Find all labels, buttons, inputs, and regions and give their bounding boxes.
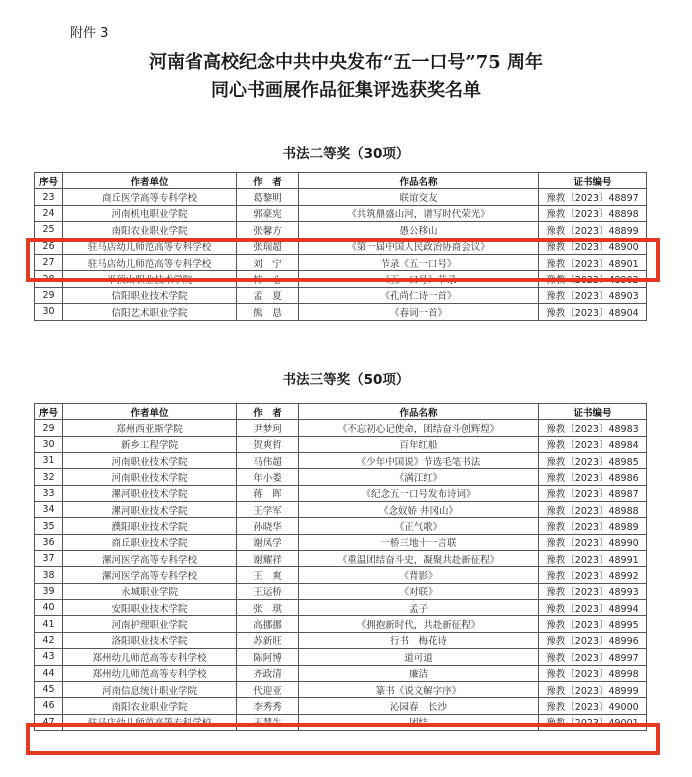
highlight-box-rows-26-27 xyxy=(26,238,660,282)
cell-work: 节录《五一口号》 xyxy=(299,254,539,270)
cell-work: 《共筑鼎盛山河，谱写时代荣光》 xyxy=(299,205,539,221)
cell-no: 28 xyxy=(35,271,63,287)
cell-author: 蒋 晖 xyxy=(237,485,299,501)
cell-no: 34 xyxy=(35,502,63,518)
cell-no: 47 xyxy=(35,714,63,730)
header-work: 作品名称 xyxy=(299,173,539,189)
cell-cert: 豫教〔2023〕48898 xyxy=(539,205,647,221)
cell-work: 《重温团结奋斗史，凝聚共赴新征程》 xyxy=(299,551,539,567)
section-title-third-prize: 书法三等奖（50项） xyxy=(282,372,410,388)
cell-author: 年小娄 xyxy=(237,469,299,485)
cell-cert: 豫教〔2023〕48996 xyxy=(539,632,647,648)
cell-author: 高挪挪 xyxy=(237,616,299,632)
cell-work: 《少年中国说》节选毛笔书法 xyxy=(299,453,539,469)
cell-no: 30 xyxy=(35,304,63,320)
cell-author: 谢耀祥 xyxy=(237,551,299,567)
cell-cert: 豫教〔2023〕48903 xyxy=(539,287,647,303)
section-title-second-prize: 书法二等奖（30项） xyxy=(282,146,410,162)
cell-no: 33 xyxy=(35,485,63,501)
cell-unit: 信阳职业技术学院 xyxy=(63,287,237,303)
header-author: 作 者 xyxy=(237,173,299,189)
cell-unit: 郑州幼儿师范高等专科学校 xyxy=(63,649,237,665)
table-row xyxy=(35,632,647,648)
table-row xyxy=(35,189,647,205)
cell-author: 王运桥 xyxy=(237,583,299,599)
table-row xyxy=(35,649,647,665)
table-row xyxy=(35,518,647,534)
cell-work: 篆书《说文解字序》 xyxy=(299,681,539,697)
table-row xyxy=(35,420,647,436)
cell-work: 《念奴娇 井冈山》 xyxy=(299,502,539,518)
table-row xyxy=(35,222,647,238)
cell-unit: 河南机电职业学院 xyxy=(63,205,237,221)
cell-work: 《正气歌》 xyxy=(299,518,539,534)
cell-unit: 安阳职业技术学院 xyxy=(63,600,237,616)
cell-cert: 豫教〔2023〕48989 xyxy=(539,518,647,534)
cell-work: 《春词一首》 xyxy=(299,304,539,320)
cell-work: 道可道 xyxy=(299,649,539,665)
cell-cert: 豫教〔2023〕49000 xyxy=(539,698,647,714)
cell-work: 《不忘初心记使命，团结奋斗创辉煌》 xyxy=(299,420,539,436)
cell-unit: 郑州西亚斯学院 xyxy=(63,420,237,436)
cell-no: 27 xyxy=(35,254,63,270)
table-row xyxy=(35,665,647,681)
cell-work: 行书 梅花诗 xyxy=(299,632,539,648)
table-row xyxy=(35,600,647,616)
cell-cert: 豫教〔2023〕48986 xyxy=(539,469,647,485)
cell-no: 46 xyxy=(35,698,63,714)
header-no: 序号 xyxy=(35,404,63,420)
cell-cert: 豫教〔2023〕48901 xyxy=(539,254,647,270)
highlight-box-row-47 xyxy=(26,723,660,755)
cell-work: 《满江红》 xyxy=(299,469,539,485)
cell-unit: 南阳农业职业学院 xyxy=(63,222,237,238)
header-cert: 证书编号 xyxy=(539,173,647,189)
cell-author: 王 爽 xyxy=(237,567,299,583)
header-work: 作品名称 xyxy=(299,404,539,420)
table-row xyxy=(35,485,647,501)
cell-unit: 河南信息统计职业学院 xyxy=(63,681,237,697)
cell-author: 代迎亚 xyxy=(237,681,299,697)
cell-no: 26 xyxy=(35,238,63,254)
table-row xyxy=(35,205,647,221)
cell-cert: 豫教〔2023〕48985 xyxy=(539,453,647,469)
cell-no: 39 xyxy=(35,583,63,599)
cell-author: 王学军 xyxy=(237,502,299,518)
cell-author: 孟 夏 xyxy=(237,287,299,303)
cell-author: 王慧生 xyxy=(237,714,299,730)
cell-author: 李秀秀 xyxy=(237,698,299,714)
table-row xyxy=(35,453,647,469)
cell-cert: 豫教〔2023〕48904 xyxy=(539,304,647,320)
cell-unit: 洛阳职业技术学院 xyxy=(63,632,237,648)
cell-cert: 豫教〔2023〕48902 xyxy=(539,271,647,287)
cell-cert: 豫教〔2023〕48998 xyxy=(539,665,647,681)
cell-unit: 河南护理职业学院 xyxy=(63,616,237,632)
cell-unit: 濮阳职业技术学院 xyxy=(63,518,237,534)
cell-author: 马伟超 xyxy=(237,453,299,469)
cell-cert: 豫教〔2023〕48983 xyxy=(539,420,647,436)
cell-unit: 平顶山职业技术学院 xyxy=(63,271,237,287)
cell-cert: 豫教〔2023〕48991 xyxy=(539,551,647,567)
cell-unit: 河南职业技术学院 xyxy=(63,469,237,485)
cell-unit: 商丘职业技术学院 xyxy=(63,534,237,550)
cell-work: 廉洁 xyxy=(299,665,539,681)
cell-no: 29 xyxy=(35,420,63,436)
cell-cert: 豫教〔2023〕48993 xyxy=(539,583,647,599)
cell-cert: 豫教〔2023〕48987 xyxy=(539,485,647,501)
cell-unit: 郑州幼儿师范高等专科学校 xyxy=(63,665,237,681)
table-row xyxy=(35,583,647,599)
cell-unit: 河南职业技术学院 xyxy=(63,453,237,469)
cell-unit: 商丘医学高等专科学校 xyxy=(63,189,237,205)
cell-no: 37 xyxy=(35,551,63,567)
cell-cert: 豫教〔2023〕48988 xyxy=(539,502,647,518)
third-prize-table xyxy=(34,403,647,731)
cell-author: 谢凤学 xyxy=(237,534,299,550)
cell-author: 苏新旺 xyxy=(237,632,299,648)
cell-work: 团结 xyxy=(299,714,539,730)
table-row xyxy=(35,436,647,452)
header-unit: 作者单位 xyxy=(63,173,237,189)
table-row xyxy=(35,698,647,714)
cell-no: 29 xyxy=(35,287,63,303)
cell-cert: 豫教〔2023〕48995 xyxy=(539,616,647,632)
cell-work: 一桥三地十一言联 xyxy=(299,534,539,550)
cell-no: 31 xyxy=(35,453,63,469)
cell-author: 孙晓华 xyxy=(237,518,299,534)
cell-work: 愚公移山 xyxy=(299,222,539,238)
cell-author: 尹梦珂 xyxy=(237,420,299,436)
cell-cert: 豫教〔2023〕48990 xyxy=(539,534,647,550)
cell-unit: 驻马店幼儿师范高等专科学校 xyxy=(63,254,237,270)
cell-no: 25 xyxy=(35,222,63,238)
cell-unit: 新乡工程学院 xyxy=(63,436,237,452)
third-prize-body xyxy=(35,404,647,731)
cell-author: 陈阿博 xyxy=(237,649,299,665)
cell-unit: 信阳艺术职业学院 xyxy=(63,304,237,320)
table-row xyxy=(35,534,647,550)
header-no: 序号 xyxy=(35,173,63,189)
cell-no: 35 xyxy=(35,518,63,534)
cell-unit: 驻马店幼儿师范高等专科学校 xyxy=(63,714,237,730)
header-author: 作 者 xyxy=(237,404,299,420)
table-row xyxy=(35,551,647,567)
cell-cert: 豫教〔2023〕48984 xyxy=(539,436,647,452)
cell-no: 42 xyxy=(35,632,63,648)
cell-no: 41 xyxy=(35,616,63,632)
cell-cert: 豫教〔2023〕48999 xyxy=(539,681,647,697)
cell-work: 《孔尚仁诗一首》 xyxy=(299,287,539,303)
cell-author: 郭豪宪 xyxy=(237,205,299,221)
cell-work: 沁园春 长沙 xyxy=(299,698,539,714)
cell-no: 45 xyxy=(35,681,63,697)
cell-unit: 驻马店幼儿师范高等专科学校 xyxy=(63,238,237,254)
table-row xyxy=(35,567,647,583)
attachment-label: 附件 3 xyxy=(70,26,109,41)
table-row xyxy=(35,304,647,320)
document-title-line-2: 同心书画展作品征集评选获奖名单 xyxy=(211,80,481,101)
cell-no: 30 xyxy=(35,436,63,452)
cell-author: 张瑞超 xyxy=(237,238,299,254)
cell-cert: 豫教〔2023〕48897 xyxy=(539,189,647,205)
cell-author: 张 琪 xyxy=(237,600,299,616)
cell-no: 38 xyxy=(35,567,63,583)
cell-cert: 豫教〔2023〕48900 xyxy=(539,238,647,254)
cell-no: 43 xyxy=(35,649,63,665)
table-row xyxy=(35,502,647,518)
cell-work: 《背影》 xyxy=(299,567,539,583)
cell-no: 40 xyxy=(35,600,63,616)
cell-cert: 豫教〔2023〕48899 xyxy=(539,222,647,238)
cell-unit: 漯河医学高等专科学校 xyxy=(63,551,237,567)
cell-work: 《五一口号》节录 xyxy=(299,271,539,287)
cell-no: 24 xyxy=(35,205,63,221)
cell-work: 联谊交友 xyxy=(299,189,539,205)
cell-no: 36 xyxy=(35,534,63,550)
cell-cert: 豫教〔2023〕49001 xyxy=(539,714,647,730)
header-cert: 证书编号 xyxy=(539,404,647,420)
cell-cert: 豫教〔2023〕48997 xyxy=(539,649,647,665)
cell-author: 刘 宁 xyxy=(237,254,299,270)
cell-unit: 漯河医学高等专科学校 xyxy=(63,567,237,583)
table-row xyxy=(35,469,647,485)
cell-no: 32 xyxy=(35,469,63,485)
table-header-row xyxy=(35,404,647,420)
cell-work: 《纪念五一口号发布诗词》 xyxy=(299,485,539,501)
cell-work: 百年红船 xyxy=(299,436,539,452)
cell-cert: 豫教〔2023〕48992 xyxy=(539,567,647,583)
cell-work: 《对联》 xyxy=(299,583,539,599)
cell-work: 孟子 xyxy=(299,600,539,616)
document-title-line-1: 河南省高校纪念中共中央发布“五一口号”75 周年 xyxy=(148,52,544,73)
table-row xyxy=(35,616,647,632)
cell-unit: 漯河职业技术学院 xyxy=(63,502,237,518)
table-row xyxy=(35,287,647,303)
cell-unit: 永城职业学院 xyxy=(63,583,237,599)
cell-unit: 漯河职业技术学院 xyxy=(63,485,237,501)
cell-author: 葛黎明 xyxy=(237,189,299,205)
table-row xyxy=(35,681,647,697)
cell-work: 《第一届中国人民政治协商会议》 xyxy=(299,238,539,254)
cell-author: 张馨方 xyxy=(237,222,299,238)
cell-work: 《拥抱新时代，共赴新征程》 xyxy=(299,616,539,632)
cell-cert: 豫教〔2023〕48994 xyxy=(539,600,647,616)
cell-author: 贺爽哲 xyxy=(237,436,299,452)
cell-author: 熊 恳 xyxy=(237,304,299,320)
cell-author: 韩一心 xyxy=(237,271,299,287)
table-header-row xyxy=(35,173,647,189)
cell-no: 44 xyxy=(35,665,63,681)
cell-author: 齐政清 xyxy=(237,665,299,681)
cell-unit: 南阳农业职业学院 xyxy=(63,698,237,714)
header-unit: 作者单位 xyxy=(63,404,237,420)
cell-no: 23 xyxy=(35,189,63,205)
